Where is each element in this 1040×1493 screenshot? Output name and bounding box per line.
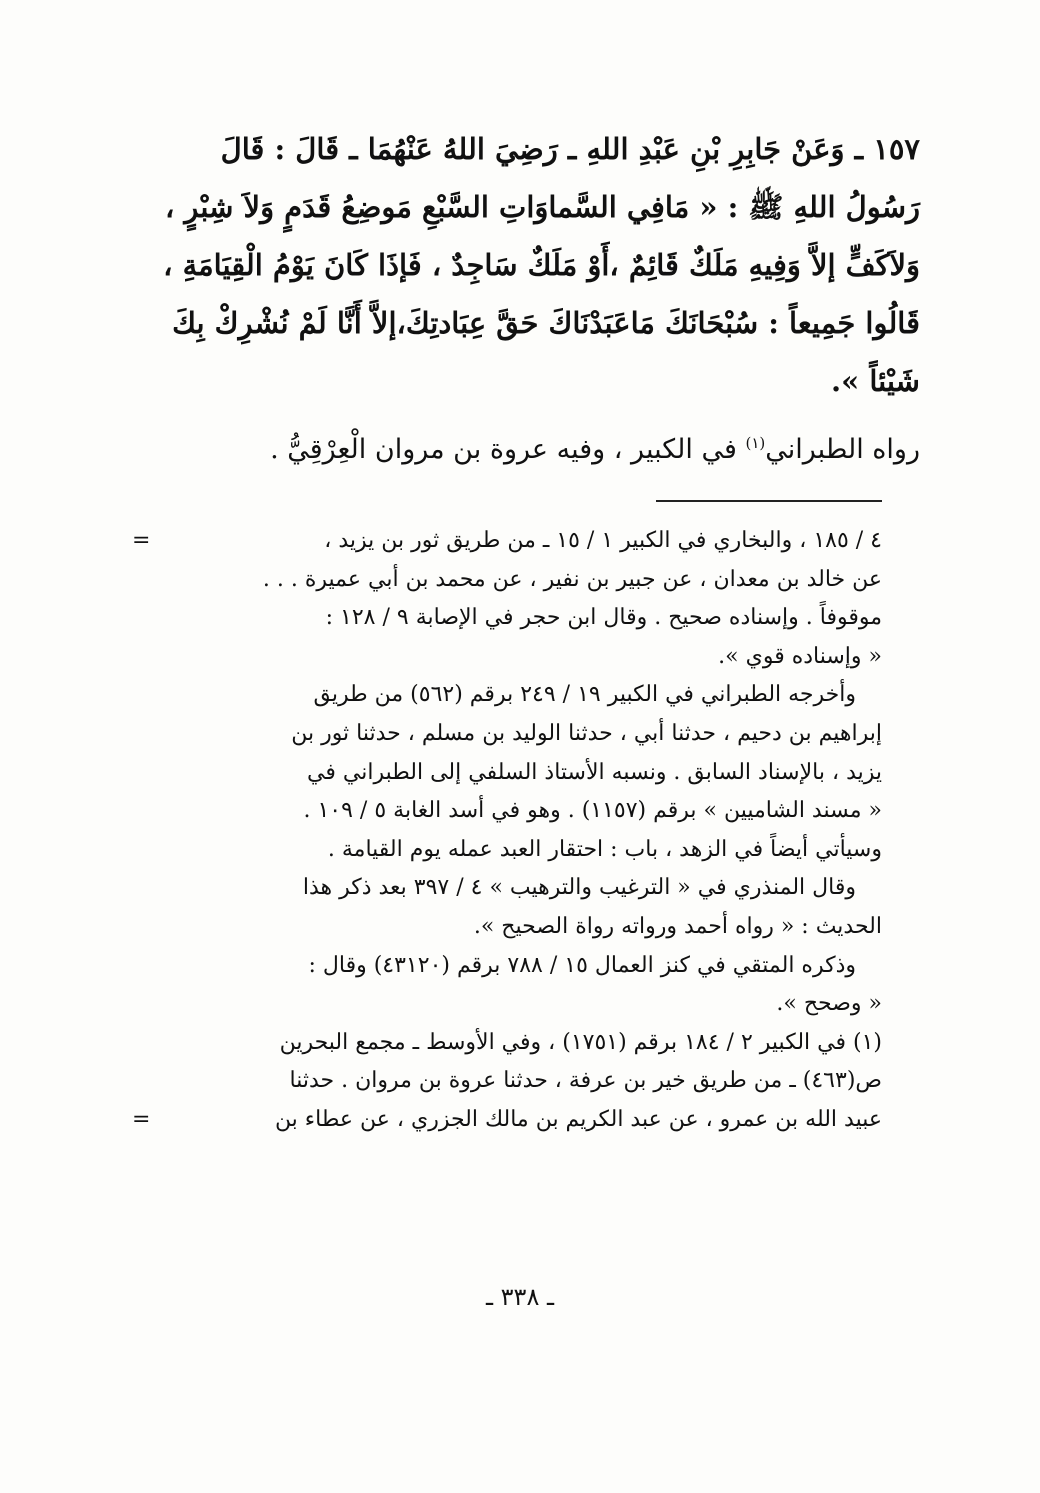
footnote-separator	[656, 500, 882, 502]
footnote-line: ص(٤٦٣) ـ من طريق خير بن عرفة ، حدثنا عروة بن مروان . حدثنا	[289, 1068, 882, 1094]
footnote-line: عن خالد بن معدان ، عن جبير بن نفير ، عن محمد بن أبي عميرة . . .	[262, 566, 882, 592]
narrator-text-rest: في الكبير ، وفيه عروة بن مروان الْعِرْقِيُّ .	[270, 434, 746, 465]
footnote-line: « وإسناده قوي ».	[718, 643, 882, 669]
footnote-line: « مسند الشاميين » برقم (١١٥٧) . وهو في أسد الغابة ٥ / ١٠٩ .	[303, 798, 882, 824]
continuation-mark: =	[132, 1106, 151, 1132]
hadith-line: رَسُولُ اللهِ ﷺ : « مَافِي السَّماوَاتِ السَّبْعِ مَوضِعُ قَدَمٍ وَلاَ شِبْرٍ ،	[164, 190, 920, 224]
footnote-line: (١) في الكبير ٢ / ١٨٤ برقم (١٧٥١) ، وفي الأوسط ـ مجمع البحرين	[279, 1029, 882, 1055]
hadith-line: شَيْئاً ».	[831, 364, 920, 398]
footnote-line: إبراهيم بن دحيم ، حدثنا أبي ، حدثنا الوليد بن مسلم ، حدثنا ثور بن	[291, 720, 882, 746]
footnote-line: وأخرجه الطبراني في الكبير ١٩ / ٢٤٩ برقم (٥٦٢) من طريق	[313, 682, 856, 708]
continuation-mark: =	[132, 528, 151, 553]
narrator-text: رواه الطبراني	[765, 434, 920, 465]
footnote-line: وذكره المتقي في كنز العمال ١٥ / ٧٨٨ برقم (٤٣١٢٠) وقال :	[308, 952, 856, 978]
hadith-line: وَلاَكَفٍّ إلاَّ وَفِيهِ مَلَكٌ قَائِمٌ ،أَوْ مَلَكٌ سَاجِدٌ ، فَإذَا كَانَ يَوْمُ الْقِيَامَةِ ،	[163, 248, 920, 282]
page-number: ـ ٣٣٨ ـ	[485, 1283, 554, 1311]
footnote-text: ٤ / ١٨٥ ، والبخاري في الكبير ١ / ١٥ ـ من طريق ثور بن يزيد ،	[324, 528, 882, 553]
footnote-line: الحديث : « رواه أحمد ورواته رواة الصحيح ».	[473, 913, 882, 939]
footnotes	[132, 522, 882, 1140]
footnote-line: وقال المنذري في « الترغيب والترهيب » ٤ / ٣٩٧ بعد ذكر هذا	[302, 875, 856, 901]
footnote-line: « وصحح ».	[776, 991, 882, 1017]
hadith-line: ١٥٧ ـ وَعَنْ جَابِرِ بْنِ عَبْدِ اللهِ ـ رَضِيَ اللهُ عَنْهُمَا ـ قَالَ : قَالَ	[220, 132, 920, 166]
footnote-line: وسيأتي أيضاً في الزهد ، باب : احتقار العبد عمله يوم القيامة .	[327, 836, 882, 862]
hadith-line: قَالُوا جَمِيعاً : سُبْحَانَكَ مَاعَبَدْنَاكَ حَقَّ عِبَادتِكَ،إلاَّ أَنَّا لَمْ نُشْرِكْ بِكَ	[172, 306, 920, 340]
footnote-line	[132, 1101, 882, 1140]
footnote-text: عبيد الله بن عمرو ، عن عبد الكريم بن مالك الجزري ، عن عطاء بن	[274, 1106, 882, 1132]
footnote-line: يزيد ، بالإسناد السابق . ونسبه الأستاذ السلفي إلى الطبراني في	[307, 759, 882, 785]
footnote-line	[132, 522, 882, 561]
footnote-reference: (١)	[745, 434, 766, 452]
narrator-citation	[100, 418, 920, 475]
hadith-text	[100, 120, 920, 475]
footnote-line: موقوفاً . وإسناده صحيح . وقال ابن حجر في الإصابة ٩ / ١٢٨ :	[325, 605, 882, 631]
